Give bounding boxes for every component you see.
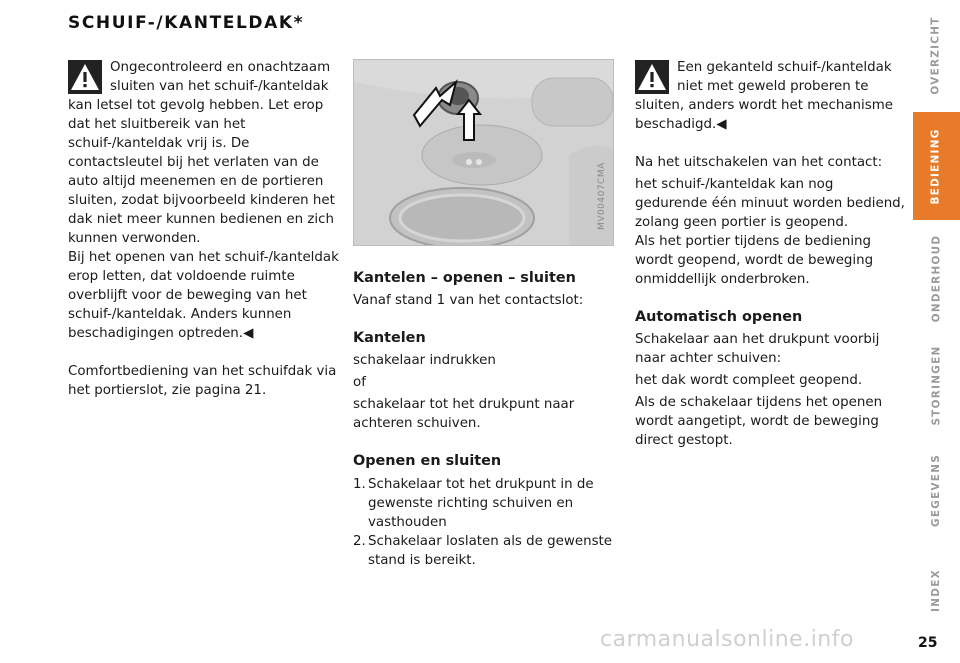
para-after-ignition: Na het uitschakelen van het contact: xyxy=(635,155,883,170)
list-item: 2. Schakelaar loslaten als de gewenste stand is bereikt. xyxy=(353,534,613,568)
warning-icon xyxy=(68,60,102,94)
auto-line-3: Als de schakelaar tijdens het openen wordt aangetipt, wordt de beweging direct gestopt. xyxy=(635,395,883,448)
comfort-text: Comfortbediening van het schuifdak via het portierslot, zie pagina 21. xyxy=(68,364,337,398)
auto-line-2: het dak wordt compleet geopend. xyxy=(635,373,863,388)
warning-icon xyxy=(635,60,669,94)
section-heading-open-close: Openen en sluiten xyxy=(353,453,502,469)
roof-switch-illustration xyxy=(353,59,614,246)
auto-line-1: Schakelaar aan het drukpunt voorbij naar achter schuiven: xyxy=(635,332,880,366)
tab-gegevens[interactable]: GEGEVENS xyxy=(930,453,943,527)
page-number: 25 xyxy=(918,635,938,651)
end-mark-icon: ◀ xyxy=(243,326,254,341)
tab-overzicht[interactable]: OVERZICHT xyxy=(930,15,942,95)
tab-onderhoud[interactable]: ONDERHOUD xyxy=(930,234,943,322)
section-heading-tilt-open-close: Kantelen – openen – sluiten xyxy=(353,270,576,286)
figure-code: MV00407CMA xyxy=(597,162,607,230)
page-title: SCHUIF-/KANTELDAK* xyxy=(68,13,305,33)
column-left xyxy=(68,58,340,400)
para-one-minute: het schuif-/kanteldak kan nog gedurende één minuut worden bediend, zolang geen portier is geopend. xyxy=(635,177,905,230)
end-mark-icon: ◀ xyxy=(716,117,727,132)
watermark: carmanualsonline.info xyxy=(600,627,854,652)
list-item: 1. Schakelaar tot het drukpunt in de gewenste richting schuiven en vasthouden xyxy=(353,477,594,530)
tab-bediening[interactable]: BEDIENING xyxy=(913,112,960,220)
tilt-line-3: schakelaar tot het drukpunt naar achteren schuiven. xyxy=(353,397,575,431)
warning-text: Ongecontroleerd en onachtzaam sluiten van het schuif-/kanteldak kan letsel tot gevolg hebben. Let erop dat het sluitbereik van het schuif-/kanteldak vrij is. De contactsleutel bij het verlaten van de auto altijd meenemen en de portieren sluiten, zodat bijvoorbeeld kinderen het dak niet meer kunnen bedienen en zich kunnen verwonden. xyxy=(68,60,335,246)
para-door-opened: Als het portier tijdens de bediening wordt geopend, wordt de beweging onmiddellijk onderbroken. xyxy=(635,234,874,287)
chapter-sidebar xyxy=(913,0,960,663)
column-right xyxy=(635,58,907,450)
section-text: Vanaf stand 1 van het contactslot: xyxy=(353,293,584,308)
tilt-line-2: of xyxy=(353,375,366,390)
steps-list xyxy=(353,475,618,570)
section-heading-tilt: Kantelen xyxy=(353,330,426,346)
tilt-line-1: schakelaar indrukken xyxy=(353,353,496,368)
column-middle xyxy=(353,268,618,570)
tab-storingen[interactable]: STORINGEN xyxy=(930,345,942,425)
tab-index[interactable]: INDEX xyxy=(929,568,942,612)
warning-text-cont: Bij het openen van het schuif-/kanteldak erop letten, dat voldoende ruimte overblijft voor de beweging van het schuif-/kanteldak. Anders kunnen beschadigingen optreden.◀ xyxy=(68,250,339,341)
section-heading-auto-open: Automatisch openen xyxy=(635,309,803,325)
warning-text: Een gekanteld schuif-/kanteldak niet met geweld proberen te sluiten, anders wordt het mechanisme beschadigd.◀ xyxy=(635,60,894,132)
